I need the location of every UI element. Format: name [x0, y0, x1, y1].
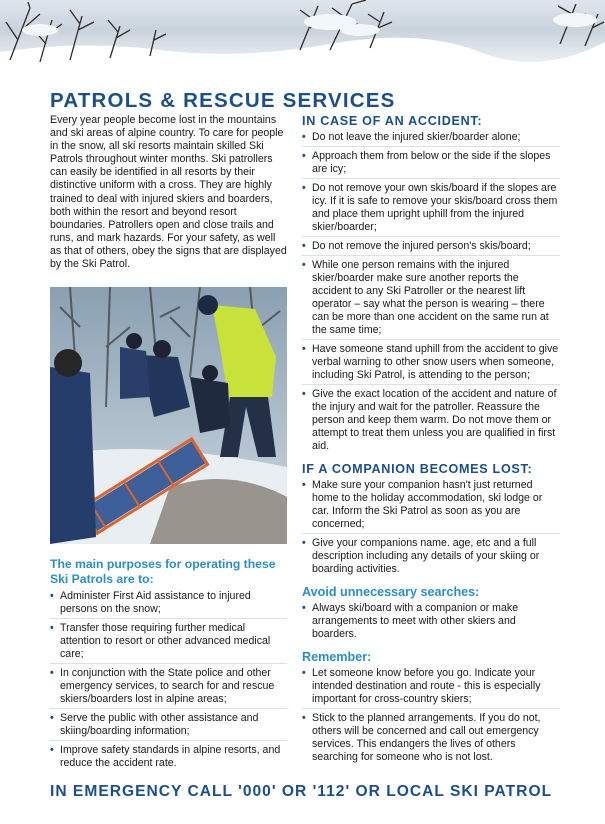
purpose-item: • In conjunction with the State police and other emergency services, to search for and rescue skiers/boarders lost in alpine areas;: [50, 667, 287, 709]
accident-heading: IN CASE OF AN ACCIDENT:: [302, 114, 483, 128]
left-column: [50, 114, 287, 271]
avoid-list: [302, 602, 560, 643]
purpose-item: • Serve the public with other assistance and skiing/boarding information;: [50, 712, 287, 741]
page-title: PATROLS & RESCUE SERVICES: [50, 89, 396, 112]
accident-item: • While one person remains with the injured skier/boarder make sure another reports the accident to any Ski Patroller or the nearest lift operator – say what the person is wearing – there can be more than one accident on the same run at the same time;: [302, 259, 560, 340]
emergency-call-banner: IN EMERGENCY CALL '000' OR '112' OR LOCAL SKI PATROL: [50, 783, 553, 800]
accident-item: • Give the exact location of the accident and nature of the injury and wait for the patroller. Reassure the person and keep them warm. Do not move them or attempt to treat them unless you are qualified in first aid.: [302, 388, 560, 455]
lost-heading: IF A COMPANION BECOMES LOST:: [302, 462, 533, 476]
accident-item: • Do not leave the injured skier/boarder alone;: [302, 131, 560, 147]
avoid-item: • Always ski/board with a companion or make arrangements to meet with other skiers and boarders.: [302, 602, 560, 643]
intro-paragraph: Every year people become lost in the mountains and ski areas of alpine country. To care for people in the snow, all ski resorts maintain skilled Ski Patrols throughout winter months. Ski patrollers can easily be identified in all resorts by their distinctive uniform with a cross. They are highly trained to deal with injured skiers and boarders, both within the resort and beyond resort boundaries. Patrollers open and close trails and runs, and mark hazards. For your safety, as well as that of others, obey the signs that are displayed by the Ski Patrol.: [50, 114, 287, 271]
remember-item: • Stick to the planned arrangements. If you do not, others will be concerned and call out emergency services. This endangers the lives of others searching for someone who is not lost.: [302, 712, 560, 766]
purpose-item: • Improve safety standards in alpine resorts, and reduce the accident rate.: [50, 744, 287, 772]
accident-item: • Approach them from below or the side if the slopes are icy;: [302, 150, 560, 179]
lost-list: [302, 479, 560, 578]
accident-item: • Have someone stand uphill from the accident to give verbal warning to other snow users when someone, including Ski Patrol, is attending to the person;: [302, 343, 560, 385]
lost-item: • Give your companions name. age, etc and a full description including any details of your skiing or boarding activities.: [302, 537, 560, 578]
purposes-heading: The main purposes for operating these Ski Patrols are to:: [50, 557, 276, 586]
accident-item: • Do not remove the injured person's skis/board;: [302, 240, 560, 256]
remember-item: • Let someone know before you go. Indicate your intended destination and route - this is especially important for cross-country skiers;: [302, 667, 560, 709]
right-column: [302, 114, 560, 769]
rescue-photo: [50, 287, 287, 544]
snow-banner-image: [0, 0, 605, 66]
purpose-item: • Transfer those requiring further medical attention to resort or other advanced medical care;: [50, 622, 287, 664]
purpose-item: • Administer First Aid assistance to injured persons on the snow;: [50, 590, 287, 619]
accident-item: • Do not remove your own skis/board if the slopes are icy. If it is safe to remove your skis/board cross them and place them upright uphill from the injured skier/boarder;: [302, 182, 560, 237]
remember-list: [302, 667, 560, 766]
accident-list: [302, 131, 560, 455]
lost-item: • Make sure your companion hasn't just returned home to the holiday accommodation, ski lodge or car. Inform the Ski Patrol as soon as you are concerned;: [302, 479, 560, 534]
avoid-heading: Avoid unnecessary searches:: [302, 585, 480, 599]
purposes-list: [50, 590, 287, 772]
purposes-section: [50, 590, 287, 775]
remember-heading: Remember:: [302, 650, 372, 664]
